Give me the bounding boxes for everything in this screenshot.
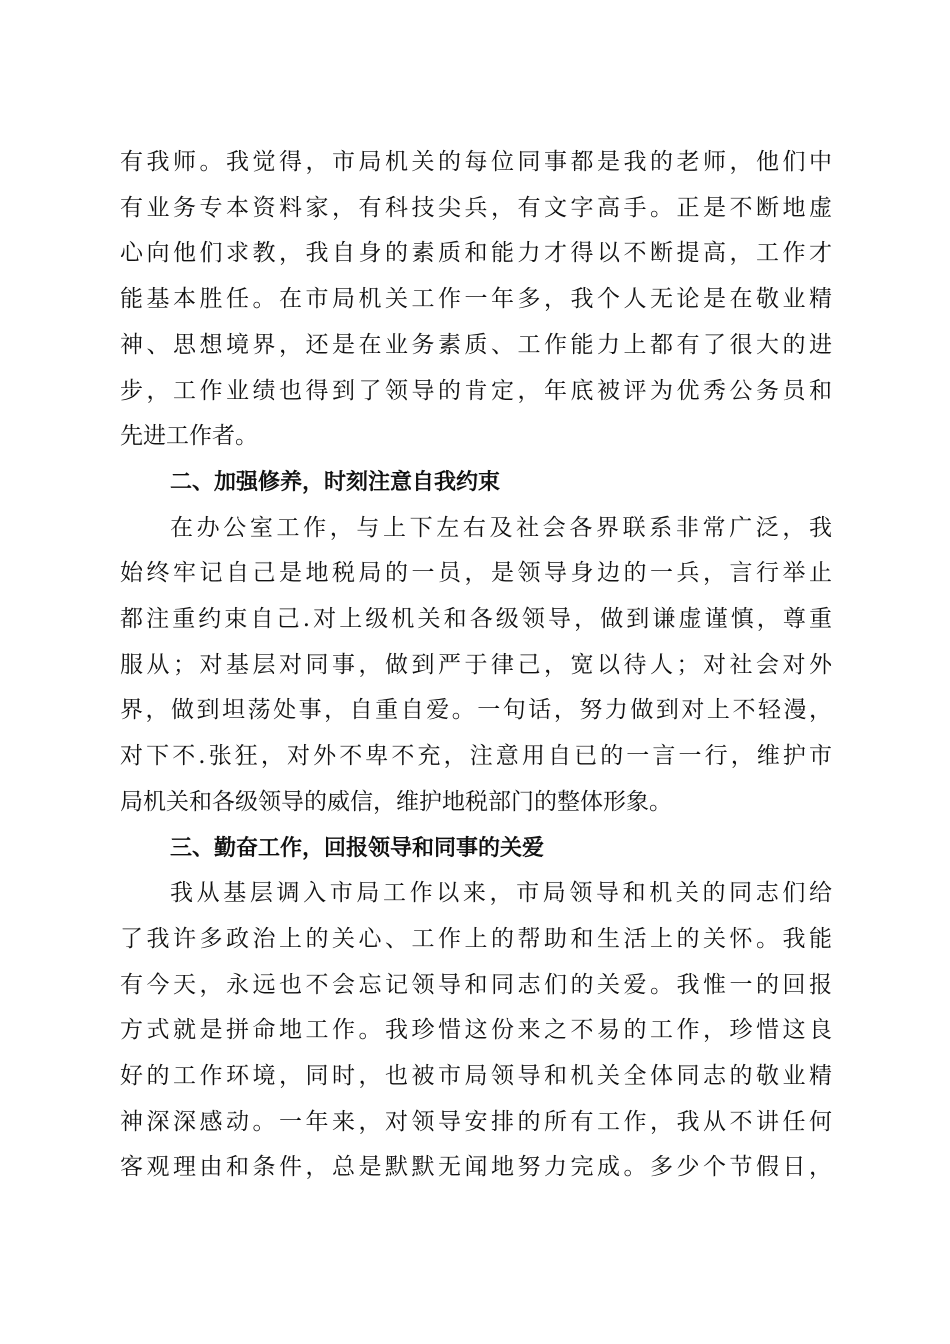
text-line: 神深深感动。一年来，对领导安排的所有工作，我从不讲任何: [120, 1108, 832, 1135]
text-line: 局机关和各级领导的威信，维护地税部门的整体形象。: [120, 788, 672, 815]
text-line: 始终牢记自己是地税局的一员，是领导身边的一兵，言行举止: [120, 560, 832, 587]
text-line: 对下不.张狂，对外不卑不充，注意用自已的一言一行，维护市: [120, 743, 832, 770]
section-heading: 二、加强修养，时刻注意自我约束: [170, 469, 501, 495]
text-line: 神、思想境界，还是在业务素质、工作能力上都有了很大的进: [120, 331, 832, 358]
text-line: 先进工作者。: [120, 423, 258, 450]
text-line: 我从基层调入市局工作以来，市局领导和机关的同志们给: [170, 880, 832, 907]
text-line: 在办公室工作，与上下左右及社会各界联系非常广泛，我: [170, 514, 832, 541]
text-line: 步，工作业绩也得到了领导的肯定，年底被评为优秀公务员和: [120, 377, 832, 404]
text-line: 有业务专本资料家，有科技尖兵，有文字高手。正是不断地虚: [120, 194, 832, 221]
text-line: 客观理由和条件，总是默默无闻地努力完成。多少个节假日，: [120, 1154, 832, 1181]
section-heading: 三、勤奋工作，回报领导和同事的关爱: [170, 835, 545, 861]
text-line: 有今天，永远也不会忘记领导和同志们的关爱。我惟一的回报: [120, 971, 832, 998]
text-line: 能基本胜任。在市局机关工作一年多，我个人无论是在敬业精: [120, 286, 832, 313]
paragraph: [120, 140, 832, 460]
text-line: 心向他们求教，我自身的素质和能力才得以不断提高，工作才: [120, 240, 832, 267]
paragraph: [120, 506, 832, 826]
text-line: 有我师。我觉得，市局机关的每位同事都是我的老师，他们中: [120, 149, 832, 175]
text-line: 服从；对基层对同事，做到严于律己，宽以待人；对社会对外: [120, 651, 832, 678]
text-line: 都注重约束自己.对上级机关和各级领导，做到谦虚谨慎，尊重: [120, 606, 832, 633]
text-line: 界，做到坦荡处事，自重自爱。一句话，努力做到对上不轻漫，: [120, 697, 832, 724]
paragraph: [120, 871, 832, 1191]
document-body: [120, 140, 832, 1191]
text-line: 了我许多政治上的关心、工作上的帮助和生活上的关怀。我能: [120, 925, 832, 952]
text-line: 方式就是拼命地工作。我珍惜这份来之不易的工作，珍惜这良: [120, 1017, 832, 1044]
text-line: 好的工作环境，同时，也被市局领导和机关全体同志的敬业精: [120, 1063, 832, 1090]
